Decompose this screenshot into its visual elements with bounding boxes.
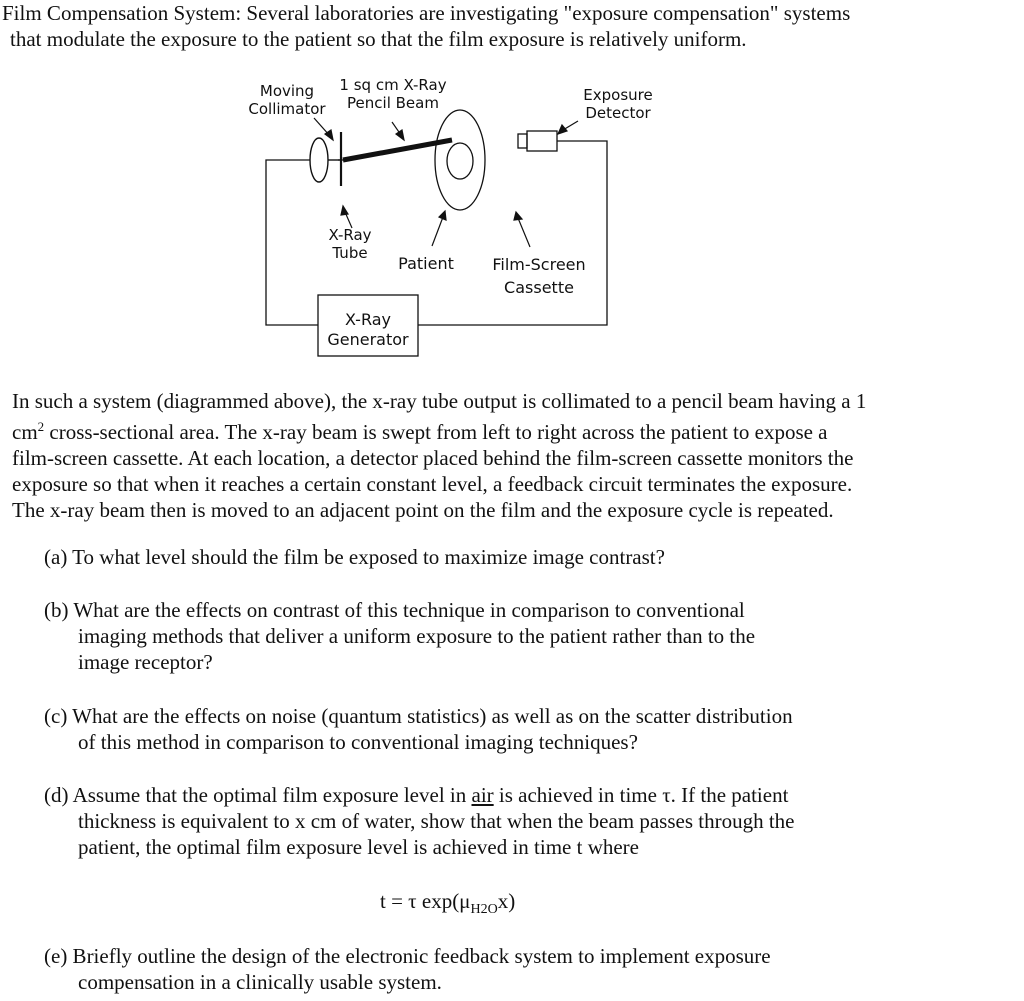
description-paragraph bbox=[12, 388, 1012, 523]
xray-tube bbox=[310, 138, 341, 182]
label-xray-generator: X-Ray Generator bbox=[327, 310, 409, 349]
patient-outline bbox=[435, 110, 485, 210]
para-line-1: In such a system (diagrammed above), the x-ray tube output is collimated to a pencil beam having a 1 bbox=[12, 389, 867, 413]
heading-line-2: that modulate the exposure to the patient so that the film exposure is relatively uniform. bbox=[10, 27, 747, 51]
heading-line-1: Film Compensation System: Several laboratories are investigating "exposure compensation" systems bbox=[2, 1, 851, 25]
label-film-screen-cassette: Film-Screen Cassette bbox=[492, 255, 586, 297]
exposure-compensation-diagram bbox=[0, 0, 1024, 370]
question-c: (c) What are the effects on noise (quantum statistics) as well as on the scatter distribution of this method in comparison to conventional imaging techniques? bbox=[44, 704, 793, 754]
label-xray-tube: X-Ray Tube bbox=[328, 226, 372, 262]
para-line-3: film-screen cassette. At each location, a detector placed behind the film-screen cassette monitors the bbox=[12, 446, 854, 470]
question-b: (b) What are the effects on contrast of this technique in comparison to conventional imaging methods that deliver a uniform exposure to the patient rather than to the image receptor? bbox=[44, 598, 756, 674]
question-e: (e) Briefly outline the design of the electronic feedback system to implement exposure compensation in a clinically usable system. bbox=[44, 944, 771, 994]
label-exposure-detector: Exposure Detector bbox=[583, 86, 653, 122]
question-a: (a) To what level should the film be exposed to maximize image contrast? bbox=[44, 545, 665, 569]
patient-inner bbox=[447, 143, 473, 179]
circuit-wire-left bbox=[266, 160, 319, 325]
exposure-detector-box bbox=[527, 131, 557, 151]
label-moving-collimator: Moving Collimator bbox=[248, 82, 326, 118]
film-screen-box bbox=[518, 134, 527, 148]
question-d: (d) Assume that the optimal film exposure level in air is achieved in time τ. If the patient thickness is equivalent to x cm of water, show that when the beam passes through the patient, the optimal film exposure level is achieved in time t where bbox=[44, 783, 795, 859]
para-line-5: The x-ray beam then is moved to an adjacent point on the film and the exposure cycle is repeated. bbox=[12, 498, 834, 522]
label-pencil-beam: 1 sq cm X-Ray Pencil Beam bbox=[339, 76, 447, 112]
formula: t = τ $\exp(\mu_{H2O}x)$ bbox=[380, 889, 516, 918]
para-line-4: exposure so that when it reaches a certain constant level, a feedback circuit terminates the exposure. bbox=[12, 472, 853, 496]
label-patient: Patient bbox=[398, 254, 454, 273]
para-line-2: $cm^2$ cross-sectional area. The x-ray beam is swept from left to right across the patient to expose a bbox=[12, 419, 828, 444]
